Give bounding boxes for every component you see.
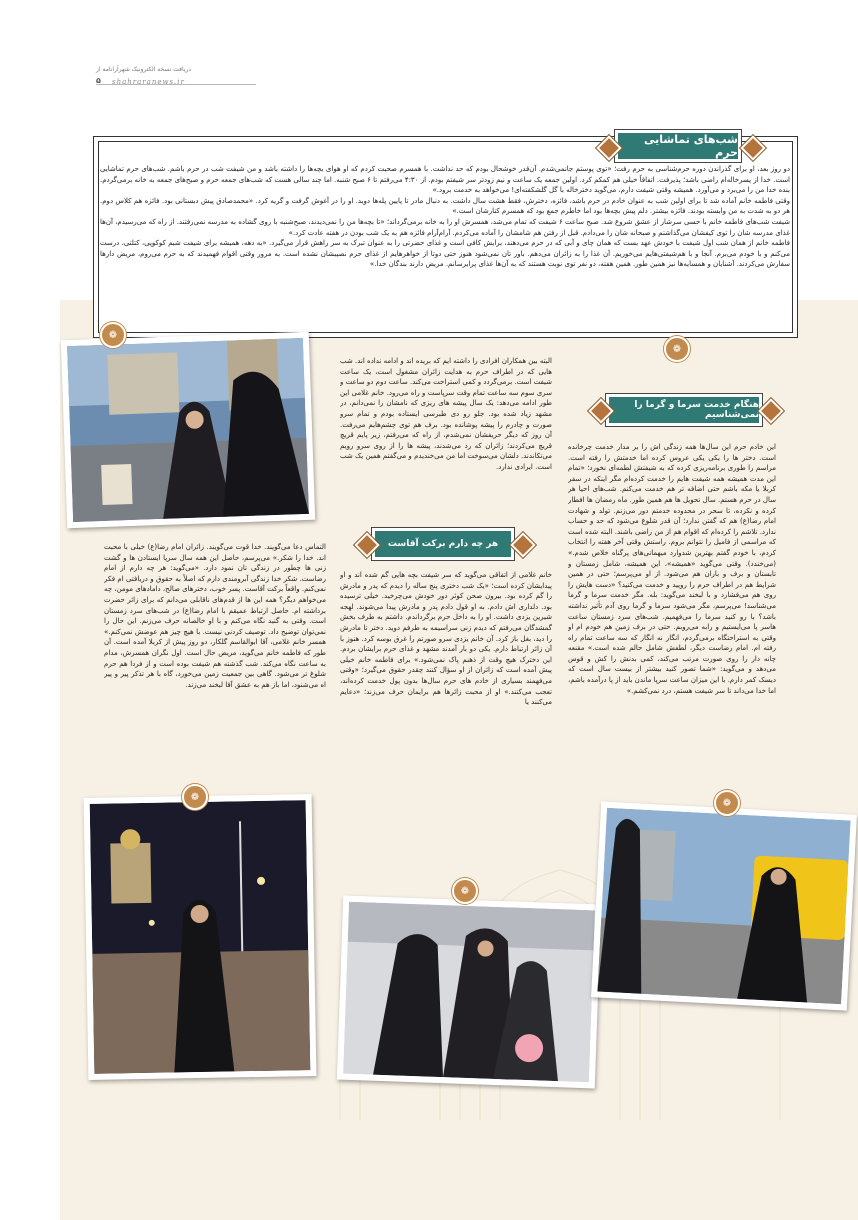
site-url: shahraranews.ir (112, 78, 185, 86)
right-subtitle-text: هنگام خدمت سرما و گرما را نمی‌شناسیم (634, 400, 759, 420)
page-number: ۵ (96, 76, 101, 85)
top-paragraph: فاطمه خانم از همان شب اول شیفت با خودش عهد بست که همان چای و آبی که در حرم می‌دهند، برایش کافی است و غذای حضرتی را به عنوان تبرک به سر راهش قرار می‌گیرد. «به دهه، همیشه برای شیفت شبم کوکوپی، کتلتی، درست می‌کنم و با خودم می‌برم. آنجا و با هم‌شیفتی‌هایم می‌خوریم. آن غذا را به زائران می‌دهم. باور تان نمی‌شود هنوز حتی دوتا از خواهرهایم از غذای حرم نصیبشان نشده است. به مرور وقتی اقوام فهمیدند که به حرم می‌روم، مریض دارها سفارش می‌کردند. آشنایان و همسایه‌ها نیز همین طور. همین هفته، دو نفر توی نوبت هستند که به آن‌ها غذای پرایرسانم. مریض دارند بندگان خدا.» (100, 239, 790, 269)
middle-column-bottom-text: خانم غلامی از اتفاقی می‌گوید که سر شیفت بچه هایی گم شده اند و او پیدایشان کرده است؛ «یک شب دختری پنج ساله را دیدم که پدر و مادرش را گم کرده بود. بیرون صحن کوثر دور خودش می‌چرخید. خیلی ترسیده بود. دلداری اش دادم. به او قول دادم پدر و مادرش پیدا می‌شوند. لهجه شیرین یزدی داشت. او را به داخل حرم برگرداندم. داشتم به طرف بخش گمشدگان می‌رفتم که دیدم زنی سراسیمه به طرفم دوید. دختر تا مادرش را دید، بغل باز کرد. آن خانم یزدی سرو صورتم را غرق بوسه کرد. هنوز با آن زائر ارتباط دارم. یکی دو بار آمدند مشهد و غذای حرم برایشان بردم. این دخترک هیچ وقت از ذهنم پاک نمی‌شود.» برای فاطمه خانم خیلی پیش آمده است که زائران از او سؤال کنند چقدر حقوق می‌گیرد؛ «وقتی می‌فهمند بسیاری از خادم های حرم سال‌ها بدون پول خدمت کرده‌اند، تعجب می‌کنند.» او از محبت زائرها هم برایمان حرف می‌زند؛ «دعایم می‌کنند یا (340, 571, 552, 707)
photo-servant-courtyard (84, 794, 317, 1080)
photo-servants-with-bus (591, 801, 857, 1010)
left-column-text: التماس دعا می‌گویند. خدا قوت می‌گویند. زائران امام رضا(ع) خیلی با محبت اند. خدا را شکر.» می‌پرسم، حاصل این همه سال سرپا ایستادن ها و گشت زنی ها چطور در زندگی تان نمود دارد. «می‌گوید: هر چه دارم از امام رضاست. شکر خدا زندگی آبرومندی دارم که اصلاً به حقوق و دریافتی ام فکر نمی‌کنم. واقعاً برکت آقاست. پسر خوب، دخترهای صالح، دامادهای مومن، چه می‌خواهم دیگر؟ همه این ها از قدم‌های ناقابلی می‌دانم که برای زائر حضرت برداشته ام. حاصل ارتباط عمیقم با امام رضا(ع) در شب‌های سرد زمستان است. وقتی به گنبد نگاه می‌کنم و با او خالصانه حرف می‌زنم. این حال را نمی‌توان توضیح داد. توصیف کردنی نیست. با هیچ چیز هم عوضش نمی‌کنم.» همسر خانم غلامی، آقا ابوالقاسم گلکار، دو روز پیش از کربلا آمده است. آن طور که فاطمه خانم می‌گوید، مریض حال است. اول نگران همسرش، مدام به ساعت نگاه می‌کند. شب گذشته هم شیفت بوده است و از فردا هم حرم شلوغ تر می‌شود. گاهی بین جمعیت زمین می‌خورد، گاه با هر تذکر پیر و پیر اه می‌شنود، اما باز هم به عشق آقا لبخند می‌زند. (104, 543, 326, 689)
top-article-body (100, 164, 790, 330)
medal-icon: ❁ (714, 790, 740, 816)
middle-column-top-text: البته بین همکاران افرادی را داشته ایم که بریده اند و ادامه نداده اند. شب هایی که در اطراف حرم به هدایت زائران مشغول است، یک ساعت شیفت است. برمی‌گردد و کمی استراحت می‌کند. ساعت دوم دو ساعت و سری سوم سه ساعت تمام وقت سرپاست و راه می‌رود. خانم غلامی این طور ادامه می‌دهد: یک سال پیشه های ریزی که نامشان را نمی‌دانم، در مشهد زیاد شده بود. جلو رو دی طبرسی ایستاده بودم و تمام سرو صورت و چادرم را پیشه پوشانده بود. برف هم توی چشم‌هایم می‌رفت. آن روز که دیگر حریفشان نمی‌شدم، از راه که می‌رفتم، زیر پایم قریچ قریچ می‌کردند؛ زائران که رد می‌شدند، پیشه ها را از روی سرو رویم می‌تکاندند. دلشان می‌سوخت اما من می‌خندیدم و می‌گفتم همین یک شب است. ایرادی ندارد. (340, 357, 552, 471)
medal-icon: ❁ (182, 784, 208, 810)
photo-servants-helping (61, 332, 315, 529)
middle-subtitle-text: هر چه دارم برکت آقاست (387, 539, 499, 549)
medal-icon: ❁ (664, 336, 690, 362)
medal-icon: ❁ (100, 322, 126, 348)
top-paragraph: دو روز بعد، او برای گذراندن دوره حرم‌شناسی به حرم رفت؛ «توی پوستم جانمی‌شدم. آن‌قدر خوشحال بودم که حد نداشت. با همسرم صحبت کردم که او هوای بچه‌ها را داشته باشد و من شیفت شب در حرم باشم. شب‌های حرم تماشایی است. خدا از پسرخاله‌ام راضی باشد؛ پذیرفت. اتفاقاً خیلی هم کمکم کرد. اولین جمعه یک ساعت و نیم زودتر سر شیفتم بودم. از ۴:۳۰ می‌رفتم تا ۶ صبح شنبه. اما چند سالی هست که شب‌های جمعه حرم و صبح‌های جمعه به خانه برمی‌گردم. بنده خدا من را می‌برد و می‌آورد. همیشه وقتی شیفت دارم، می‌گوید دخترخاله با گل گلشکفته‌ای! می‌خواهد به خدمت برود.» (100, 165, 790, 195)
top-paragraph: وقتی فاطمه خانم آماده شد تا برای اولین شب به عنوان خادم در حرم باشد، فائزه، دخترش، فقط هشت سال داشت. به دنبال مادر تا پایین پله‌ها دوید. او را در آغوش گرفت و گریه کرد. «محمدصادق پیش دبستانی بود. فائزه هم کلاس دوم. هر دو به شدت به من وابسته بودند. فائزه بیشتر. دلم پیش بچه‌ها بود اما خاطرم جمع بود که همسرم کنارشان است.» (100, 196, 790, 216)
right-subtitle (606, 394, 762, 426)
medal-icon: ❁ (452, 878, 478, 904)
top-article-title-text: شب‌های تماشایی حرم (644, 133, 738, 159)
top-paragraph: شیفت شب‌های فاطمه خانم با حسی سرشار از عشق شروع شد. صبح ساعت ۶ شیفت که تمام می‌شد، همسرش او را به خانه برمی‌گرداند؛ «تا بچه‌ها من را نمی‌دیدند، صبح‌شنبه با روی گشاده به مدرسه نمی‌رفتند. از راه که می‌رسیدم، آن‌ها غذای مدرسه شان را توی کیفشان می‌گذاشتم و صبحانه شان را می‌دادم. قبل از رفتن هم شامشان را آماده می‌کردم. آرام‌آرام فائزه هم به یک شب بودن در هفته عادت کرد.» (100, 217, 790, 237)
top-article-title (615, 130, 741, 162)
photo-servants-with-child (337, 896, 601, 1089)
middle-subtitle (372, 528, 514, 560)
header-source-line: دریافت نسخه الکترونیک شهرآرانامه از (96, 66, 192, 73)
right-column-text: این خادم حرم این سال‌ها همه زندگی اش را بر مدار خدمت چرخانده است. دختر ها را یکی یکی عروس کرده اما خدمتش را رفته است. مراسم را طوری برنامه‌ریزی کرده که به شیفتش لطمه‌ای نخورد؛ «تمام این مدت همیشه همه شیفت هایم را خدمت کرده‌ام مگر اینکه در سفر کربلا یا مکه باشم حتی اضافه‌ تر هم خدمت می‌کنم. شب‌های احیا هر سال در حرم هستم. سال تحویل ها هم همین طور. ماه رمضان ها افطار کرده و نکرده، تا سحر در محدوده خدمتم دور می‌زنم. تولد و شهادت امام رضا(ع) هم که گفتن ندارد؛ آن قدر شلوغ می‌شود که حد و حساب ندارد. تلاشم را کرده‌ام که اقوام هم از من راضی باشند. البته شده است که مراسمی از فامیل را نتوانم بروم. راستش وقتی آخر هفته را انتخاب کردم، با خودم گفتم بهترین شدوارد میهمانی‌های پرگناه خلاص شدم.» (می‌خندد). وقتی می‌گوید «همیشه»، این همیشه، شامل زمستان و تابستان و برف و باران هم می‌شود. از او می‌پرسم؛ حتی در همین شرایط هم در اطراف حرم را روپید و خدمت می‌کنید؟ «دست هایش را روی هم می‌فشارد و با لبخند می‌گوید: بله. مگر خدمت سرما و گرما می‌شناسد! می‌پرسم، مگر می‌شود سرما و گرما روی آدم تأثیر نداشته باشد؟ با رو کنید سرما را می‌فهمیم. شب‌های سرد زمستان ساعت هاسر پا می‌ایستیم و رابه می‌روبم. حتی در برف زمین هم خودم ام او وقتی به استراحتگاه برمی‌گردم، انگار نه انگار که سه ساعت تمام راه رفته ام. امام رضاست دیگر، لطفش شامل حالم شده است.» مقنعه چانه دار را روی صورت مرتب می‌کند، کمی بدنش را کش و قوس می‌دهد و می‌گوید: «شما تصور کنید بیشتر از بیست سال است که دیسک کمر دارم. با این میزان ساعت سرپا ماندن باید از پا درآمده باشم، اما خدا می‌داند تا سر شیفت هستم، درد نمی‌کشم.» (568, 443, 776, 695)
header-rule (96, 84, 256, 85)
